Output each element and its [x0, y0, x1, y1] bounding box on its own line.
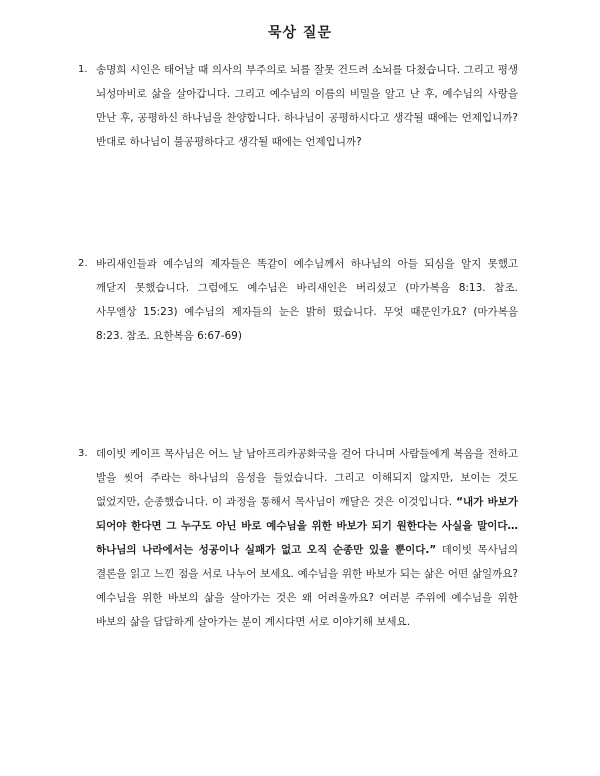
question-text: 바리새인들과 예수님의 제자들은 똑같이 예수님께서 하나님의 아들 되심을 알지 못했고 깨닫지 못했습니다. 그럼에도 예수님은 바리새인은 버리셨고 (마가복음 8:13. 참조. 사무엘상 15:23) 예수님의 제자들의 눈은 밝히 떴습니다. 무엇 때문인가요? (마가복음 8:23. 참조. 요한복음 6:67-69) — [96, 258, 518, 342]
question-text — [96, 442, 518, 634]
question-number: 2. — [78, 258, 88, 269]
question-number: 1. — [78, 64, 88, 75]
question-text: 송명희 시인은 태어날 때 의사의 부주의로 뇌를 잘못 건드려 소뇌를 다쳤습니다. 그리고 평생 뇌성마비로 삶을 살아갑니다. 그리고 예수님의 이름의 비밀을 알고 난 후, 예수님의 사랑을 만난 후, 공평하신 하나님을 찬양합니다. 하나님이 공평하시다고 생각될 때에는 언제입니까? 반대로 하나님이 불공평하다고 생각될 때에는 언제입니까? — [96, 64, 518, 148]
question-quote-bold: “내가 바보가 되어야 한다면 그 누구도 아닌 바로 예수님을 위한 바보가 되기 원한다는 사실을 말이다…하나님의 나라에서는 성공이나 실패가 없고 오직 순종만 있을 뿐이다.” — [96, 496, 519, 556]
page-title: 묵상 질문 — [268, 25, 332, 41]
question-text-intro: 데이빗 케이프 목사님은 어느 날 남아프리카공화국을 걸어 다니며 사람들에게 복음을 전하고 발을 씻어 주라는 하나님의 음성을 들었습니다. 그리고 이해되지 않지만, 보이는 것도 없었지만, 순종했습니다. 이 과정을 통해서 목사님이 깨달은 것은 이것입니다. — [96, 448, 518, 508]
question-2 — [78, 252, 518, 348]
question-3 — [78, 442, 518, 634]
question-number: 3. — [78, 448, 88, 459]
question-1 — [78, 58, 518, 154]
question-text-prompt: 데이빗 목사님의 결론을 읽고 느낀 점을 서로 나누어 보세요. 예수님을 위한 바보가 되는 삶은 어떤 삶일까요? 예수님을 위한 바보의 삶을 살아가는 것은 왜 어려울까요? 여러분 주위에 예수님을 위한 바보의 삶을 담담하게 살아가는 분이 계시다면 서로 이야기해 보세요. — [96, 544, 518, 628]
